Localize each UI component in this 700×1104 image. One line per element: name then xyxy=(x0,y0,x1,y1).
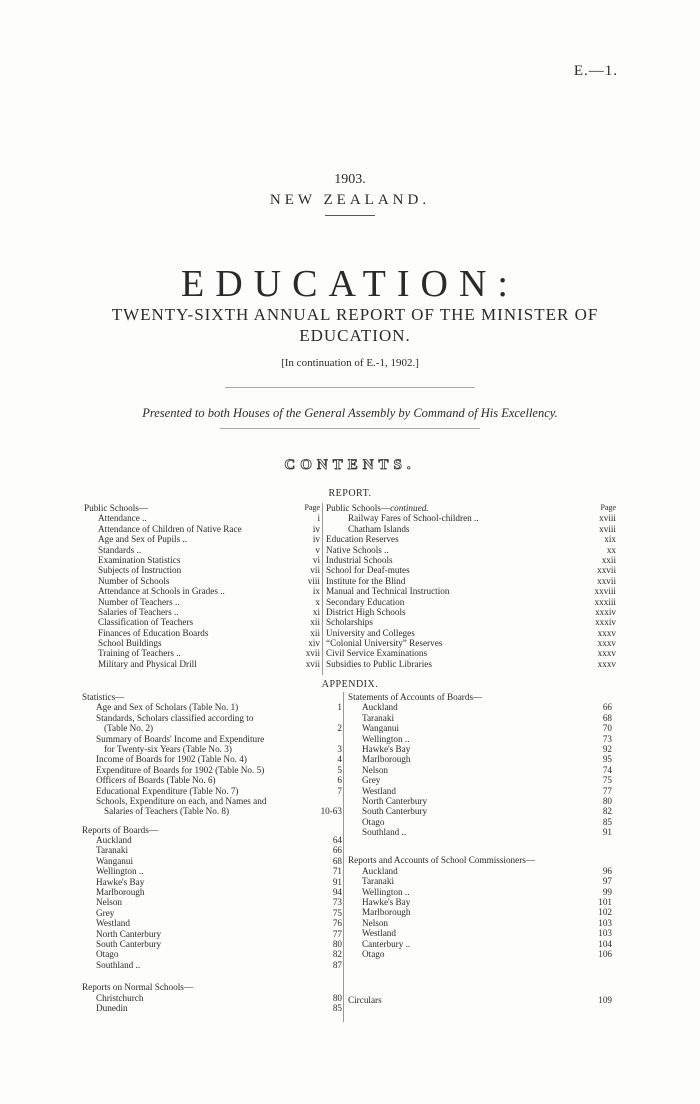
toc-entry: Attendance .. i xyxy=(98,513,320,524)
toc-entry: (Table No. 2) 2 xyxy=(104,723,342,734)
toc-entry: Training of Teachers .. xvii xyxy=(98,648,320,659)
toc-entry: School for Deaf-mutes xxvii xyxy=(326,565,616,576)
presentation-note: Presented to both Houses of the General Assembly by Command of His Excellency. xyxy=(142,406,558,420)
toc-entry: Otago 106 xyxy=(362,948,612,959)
toc-entry: Otago 82 xyxy=(96,949,342,960)
toc-entry: Income of Boards for 1902 (Table No. 4) 4 xyxy=(96,754,342,765)
toc-entry: Taranaki 66 xyxy=(96,845,342,856)
toc-entry: Wanganui 70 xyxy=(362,723,612,734)
toc-entry: Civil Service Examinations xxxv xyxy=(326,648,616,659)
toc-entry: Nelson 74 xyxy=(362,764,612,775)
toc-entry: Education Reserves xix xyxy=(326,534,616,545)
toc-entry: Auckland 96 xyxy=(362,865,612,876)
toc-entry: Age and Sex of Scholars (Table No. 1) 1 xyxy=(96,702,342,713)
toc-entry: North Canterbury 77 xyxy=(96,928,342,939)
column-divider xyxy=(322,503,323,675)
toc-entry: Taranaki 68 xyxy=(362,712,612,723)
toc-entry: Industrial Schools xxii xyxy=(326,554,616,565)
appendix-left-column xyxy=(82,692,342,1013)
continuation-note: [In continuation of E.-1, 1902.] xyxy=(281,357,419,369)
toc-entry: University and Colleges xxxv xyxy=(326,627,616,638)
toc-entry: Subsidies to Public Libraries xxxv xyxy=(326,658,616,669)
toc-entry: Christchurch 80 xyxy=(96,992,342,1003)
toc-entry: South Canterbury 82 xyxy=(362,806,612,817)
toc-entry: Canterbury .. 104 xyxy=(362,938,612,949)
toc-entry: Secondary Education xxxiii xyxy=(326,596,616,607)
toc-entry: Taranaki 97 xyxy=(362,876,612,887)
toc-entry: Circulars 109 xyxy=(348,995,612,1006)
report-left-column xyxy=(84,503,320,669)
toc-entry: Wanganui 68 xyxy=(96,855,342,866)
toc-entry: Institute for the Blind xxvii xyxy=(326,575,616,586)
toc-entry: Expenditure of Boards for 1902 (Table No. 5) 5 xyxy=(96,764,342,775)
toc-entry: Number of Schools viii xyxy=(98,575,320,586)
toc-entry: Scholarships xxxiv xyxy=(326,617,616,628)
section-heading: Statements of Accounts of Boards— xyxy=(348,692,483,702)
report-right-column xyxy=(326,503,616,669)
divider xyxy=(220,428,480,429)
toc-entry: Classification of Teachers xii xyxy=(98,617,320,628)
toc-entry: Native Schools .. xx xyxy=(326,544,616,555)
toc-entry: South Canterbury 80 xyxy=(96,938,342,949)
toc-entry: Dunedin 85 xyxy=(96,1002,342,1013)
toc-entry: “Colonial University” Reserves xxxv xyxy=(326,638,616,649)
document-subtitle: TWENTY-SIXTH ANNUAL REPORT OF THE MINISTER OF EDUCATION. xyxy=(111,305,599,345)
toc-entry: Examination Statistics vi xyxy=(98,554,320,565)
toc-entry: Wellington .. 99 xyxy=(362,886,612,897)
toc-entry: Number of Teachers .. x xyxy=(98,596,320,607)
toc-entry: Age and Sex of Pupils .. iv xyxy=(98,534,320,545)
toc-entry: Nelson 103 xyxy=(362,917,612,928)
toc-entry: Otago 85 xyxy=(362,816,612,827)
section-heading: Statistics— xyxy=(82,692,125,702)
toc-entry: Manual and Technical Instruction xxviii xyxy=(326,586,616,597)
toc-entry: Military and Physical Drill xvii xyxy=(98,658,320,669)
divider xyxy=(225,387,475,388)
toc-entry: Southland .. 87 xyxy=(96,959,342,970)
toc-entry: Finances of Education Boards xii xyxy=(98,627,320,638)
divider xyxy=(325,215,375,216)
toc-entry: Marlborough 102 xyxy=(362,907,612,918)
toc-entry: North Canterbury 80 xyxy=(362,795,612,806)
toc-entry: Summary of Boards' Income and Expenditure xyxy=(96,733,265,744)
toc-entry: Attendance at Schools in Grades .. ix xyxy=(98,586,320,597)
toc-entry: Grey 75 xyxy=(362,775,612,786)
toc-entry: for Twenty-six Years (Table No. 3) 3 xyxy=(104,743,342,754)
toc-entry: Wellington .. 73 xyxy=(362,733,612,744)
toc-entry: Subjects of Instruction vii xyxy=(98,565,320,576)
toc-entry: Marlborough 94 xyxy=(96,887,342,898)
toc-entry: Southland .. 91 xyxy=(362,827,612,838)
toc-entry: Educational Expenditure (Table No. 7) 7 xyxy=(96,785,342,796)
contents-heading: CONTENTS. xyxy=(284,457,416,473)
toc-entry: Chatham Islands xviii xyxy=(348,523,616,534)
column-divider xyxy=(343,692,344,1022)
toc-entry: Standards .. v xyxy=(98,544,320,555)
appendix-heading: APPENDIX. xyxy=(321,679,379,690)
toc-entry: Westland 76 xyxy=(96,918,342,929)
toc-entry: Auckland 64 xyxy=(96,835,342,846)
toc-entry: Standards, Scholars classified according to xyxy=(96,712,254,723)
toc-entry: Hawke's Bay 91 xyxy=(96,876,342,887)
section-heading: Public Schools—continued. Page xyxy=(326,503,616,513)
toc-entry: Auckland 66 xyxy=(362,702,612,713)
appendix-right-column xyxy=(348,692,612,1006)
toc-entry: Salaries of Teachers (Table No. 8) 10-63 xyxy=(104,806,342,817)
toc-entry: Hawke's Bay 92 xyxy=(362,743,612,754)
section-heading: Public Schools— Page xyxy=(84,503,320,513)
toc-entry: Railway Fares of School-children .. xviii xyxy=(348,513,616,524)
toc-entry: Attendance of Children of Native Race iv xyxy=(98,523,320,534)
toc-entry: Wellington .. 71 xyxy=(96,866,342,877)
toc-entry: Schools, Expenditure on each, and Names and xyxy=(96,795,267,806)
toc-entry: Nelson 73 xyxy=(96,897,342,908)
document-year: 1903. xyxy=(334,172,366,187)
document-title: EDUCATION: xyxy=(181,263,519,305)
country-heading: NEW ZEALAND. xyxy=(269,192,431,208)
toc-entry: Westland 77 xyxy=(362,785,612,796)
section-heading: Reports and Accounts of School Commissioners— xyxy=(348,855,536,866)
toc-entry: District High Schools xxxiv xyxy=(326,606,616,617)
section-heading: Reports on Normal Schools— xyxy=(82,982,194,993)
toc-entry: School Buildings xiv xyxy=(98,638,320,649)
toc-entry: Officers of Boards (Table No. 6) 6 xyxy=(96,775,342,786)
toc-entry: Grey 75 xyxy=(96,907,342,918)
section-heading: Reports of Boards— xyxy=(82,824,159,835)
report-heading: REPORT. xyxy=(328,488,372,499)
toc-entry: Hawke's Bay 101 xyxy=(362,897,612,908)
toc-entry: Marlborough 95 xyxy=(362,754,612,765)
toc-entry: Westland 103 xyxy=(362,928,612,939)
page-reference: E.—1. xyxy=(573,63,618,79)
toc-entry: Salaries of Teachers .. xi xyxy=(98,606,320,617)
